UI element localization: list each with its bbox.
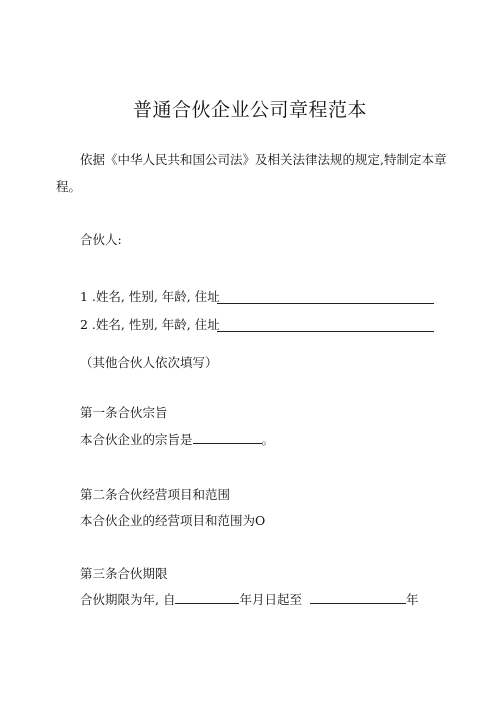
article-3-heading: 第三条合伙期限: [80, 566, 168, 581]
article-1-body-suffix: 。: [261, 432, 275, 447]
article-3-body: [80, 591, 418, 609]
intro-text-line-1: 依据《中华人民共和国公司法》及相关法律法规的规定,特制定本章: [80, 152, 447, 167]
partners-label: 合伙人:: [80, 232, 122, 247]
article-3-end-date-blank[interactable]: [310, 591, 406, 604]
article-1-body-prefix: 本合伙企业的宗旨是: [80, 432, 193, 447]
article-1-heading: 第一条合伙宗旨: [80, 405, 168, 420]
partner-1-fill-blank[interactable]: [217, 291, 434, 304]
partner-2-row: [80, 316, 220, 334]
article-1-body: [80, 431, 274, 449]
document-title: 普通合伙企业公司章程范本: [132, 99, 367, 121]
article-3-body-suffix: 年: [405, 592, 419, 607]
partner-2-label: 2 .姓名, 性别, 年龄, 住址: [80, 317, 220, 332]
article-3-body-mid: 年月日起至: [239, 592, 302, 607]
partner-2-fill-blank[interactable]: [217, 319, 434, 332]
article-2-heading: 第二条合伙经营项目和范围: [80, 487, 231, 502]
partner-1-row: [80, 288, 220, 306]
partner-1-label: 1 .姓名, 性别, 年龄, 住址: [80, 289, 220, 304]
article-2-body: 本合伙企业的经营项目和范围为O: [80, 513, 266, 528]
article-3-term-years-blank[interactable]: [175, 591, 239, 604]
other-partners-note: （其他合伙人依次填写）: [80, 355, 218, 370]
article-1-purpose-blank[interactable]: [193, 431, 262, 444]
intro-text-line-2: 程。: [56, 179, 82, 194]
article-3-body-prefix: 合伙期限为年, 自: [80, 592, 176, 607]
